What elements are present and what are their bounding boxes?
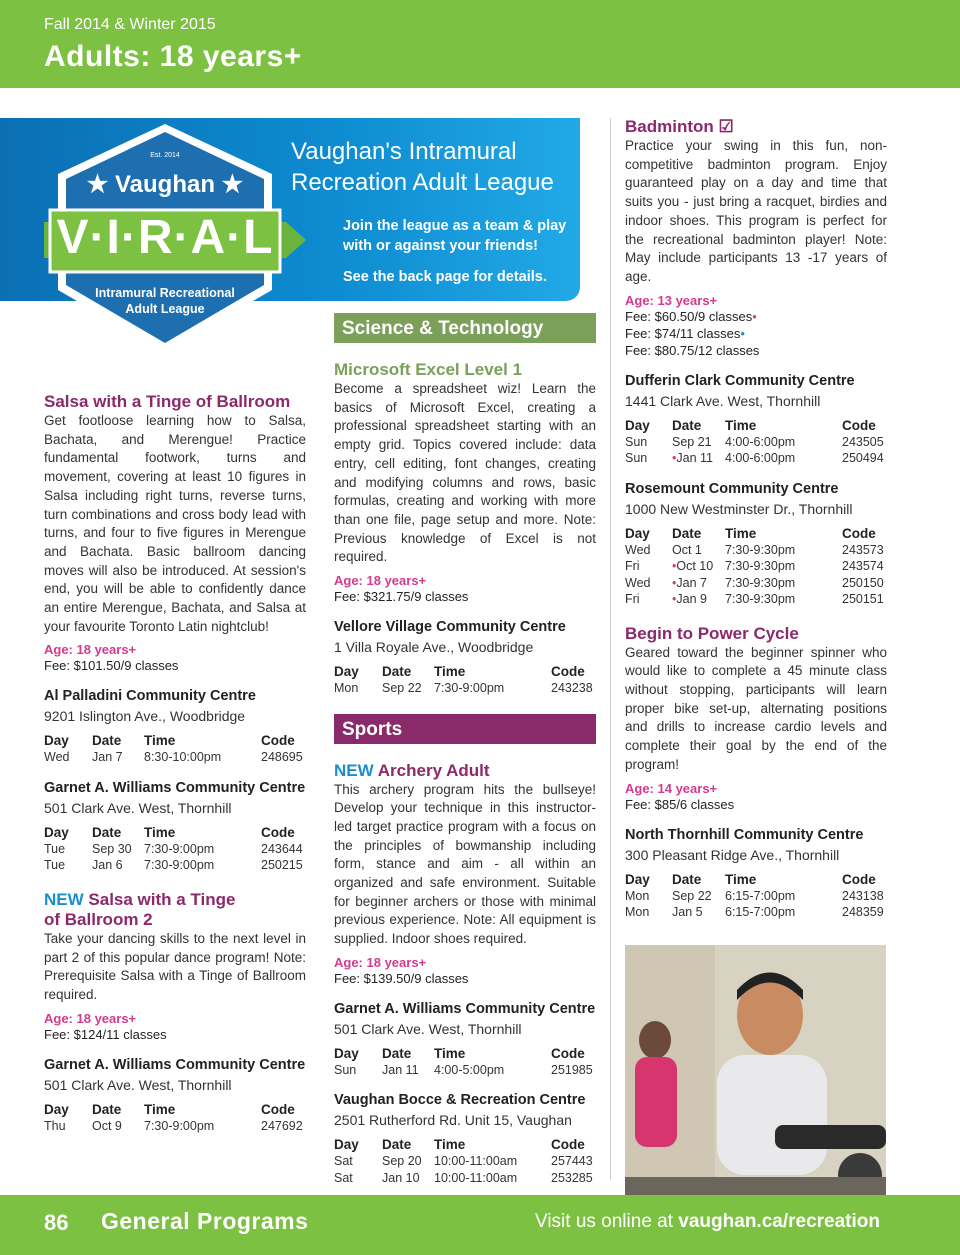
location-name: Vaughan Bocce & Recreation Centre bbox=[334, 1092, 586, 1109]
schedule-table: Day Date Time Code Sun Jan 11 4:00-5:00pm 251985 bbox=[334, 1045, 593, 1077]
new-badge: NEW bbox=[44, 889, 84, 909]
program-description: Practice your swing in this fun, non-competitive badminton program. Enjoy guaranteed play on a day and time that suits you - just bring a racquet, birdies and indoor shoes. This program is perfect for the recreational badminton player! Note: May include participants 13 -17 years of age. bbox=[625, 138, 887, 284]
program-fee: Fee: $80.75/12 classes bbox=[625, 342, 760, 358]
column-2 bbox=[334, 313, 596, 1186]
table-row: Mon Sep 22 7:30-9:00pm 243238 bbox=[334, 681, 593, 696]
schedule-table: Day Date Time Code Sat Sep 20 10:00-11:00am 257443 Sat Jan 10 10:00-11:00am 253285 bbox=[334, 1137, 593, 1185]
program-age: Age: 18 years+ bbox=[334, 954, 427, 970]
table-row: Sat Jan 10 10:00-11:00am 253285 bbox=[334, 1170, 593, 1185]
program-description: Get footloose learning how to Salsa, Bachata, and Merengue! Practice fundamental footwork, turns and movement, covering at least 10 figures in Salsa including right turns, reverse turns, turn combinations and cross body lead with turns, and four to five figures in Merengue and Bachata. Basic ballroom dancing moves will also be introduced. At session's end, you will be able to confidently dance an entire Merengue, Bachata, and Salsa at your favourite Toronto Latin nightclub! bbox=[44, 413, 306, 634]
page-header bbox=[0, 0, 960, 88]
program-description: Geared toward the beginner spinner who would like to complete a 45 minute class without stopping, participants will learn proper bike set-up, alternating positions and drills to increase cardio levels and complete their goal by the end of the program! bbox=[625, 644, 887, 772]
location-address: 501 Clark Ave. West, Thornhill bbox=[334, 1020, 522, 1037]
program-age: Age: 14 years+ bbox=[625, 780, 718, 796]
schedule-table: Day Date Time Code Mon Sep 22 6:15-7:00pm 243138 Mon Jan 5 6:15-7:00pm 248359 bbox=[625, 871, 884, 920]
program-fee: Fee: $74/11 classes• bbox=[625, 325, 745, 341]
section-heading-science: Science & Technology bbox=[334, 313, 596, 343]
schedule-table: Day Date Time Code Sun Sep 21 4:00-6:00pm 243505 Sun •Jan 11 4:00-6:00pm 250494 bbox=[625, 417, 884, 466]
program-title[interactable]: Badminton ☑ bbox=[625, 117, 734, 136]
schedule-table: Day Date Time Code Mon Sep 22 7:30-9:00pm 243238 bbox=[334, 664, 593, 696]
bullet-pink-icon: • bbox=[672, 592, 677, 607]
bullet-pink-icon: • bbox=[672, 451, 677, 466]
logo-viral: V·I·R·A·L bbox=[56, 211, 274, 264]
table-row: Wed Jan 7 8:30-10:00pm 248695 bbox=[44, 750, 303, 765]
location-address: 1000 New Westminster Dr., Thornhill bbox=[625, 500, 853, 517]
cycling-photo bbox=[625, 945, 886, 1195]
table-row: Sun •Jan 11 4:00-6:00pm 250494 bbox=[625, 451, 884, 466]
program-title[interactable]: NEW Archery Adult bbox=[334, 760, 490, 780]
program-description: Become a spreadsheet wiz! Learn the basics of Microsoft Excel, creating a professional spreadsheet starting with an empty grid. Topics covered include: data entry, cell editing, font changes, creating and modifying columns and rows, basic formulas, creating and working with more than one file, page setup and more. Note: Previous knowledge of Excel is not required. bbox=[334, 381, 596, 565]
table-row: Mon Jan 5 6:15-7:00pm 248359 bbox=[625, 905, 884, 920]
location-name: Garnet A. Williams Community Centre bbox=[44, 779, 306, 796]
bullet-pink-icon: • bbox=[752, 308, 757, 324]
program-fee: Fee: $85/6 classes bbox=[625, 796, 735, 812]
season-label: Fall 2014 & Winter 2015 bbox=[44, 16, 216, 33]
bullet-pink-icon: • bbox=[672, 559, 677, 574]
location-name: Al Palladini Community Centre bbox=[44, 688, 256, 705]
page-title: Adults: 18 years+ bbox=[44, 40, 302, 73]
schedule-table: Day Date Time Code Wed Oct 1 7:30-9:30pm 243573 Fri •Oct 10 7:30-9:30pm 243574 Wed •Jan 7 7:30-9:30pm 250150 Fri •Jan 9 7:30-9:30pm 250151 bbox=[625, 525, 884, 607]
program-age: Age: 13 years+ bbox=[625, 292, 718, 308]
program-fee: Fee: $321.75/9 classes bbox=[334, 589, 469, 605]
program-age: Age: 18 years+ bbox=[334, 573, 427, 589]
table-row: Sun Jan 11 4:00-5:00pm 251985 bbox=[334, 1062, 593, 1077]
program-title[interactable]: Microsoft Excel Level 1 bbox=[334, 360, 523, 379]
table-row: Sun Sep 21 4:00-6:00pm 243505 bbox=[625, 434, 884, 449]
banner-title: Vaughan's Intramural Recreation Adult League bbox=[291, 138, 554, 196]
website-link: vaughan.ca/recreation bbox=[678, 1211, 880, 1232]
schedule-table: Day Date Time Code Wed Jan 7 8:30-10:00pm 248695 bbox=[44, 733, 303, 765]
location-address: 501 Clark Ave. West, Thornhill bbox=[44, 1076, 232, 1093]
location-address: 9201 Islington Ave., Woodbridge bbox=[44, 708, 246, 725]
location-address: 1441 Clark Ave. West, Thornhill bbox=[625, 392, 821, 409]
schedule-table: Day Date Time Code Thu Oct 9 7:30-9:00pm 247692 bbox=[44, 1101, 303, 1133]
new-badge: NEW bbox=[334, 760, 374, 780]
page-footer bbox=[0, 1195, 960, 1255]
column-1 bbox=[44, 392, 306, 1134]
program-age: Age: 18 years+ bbox=[44, 1010, 137, 1026]
bullet-pink-icon: • bbox=[672, 575, 677, 590]
table-row: Fri •Jan 9 7:30-9:30pm 250151 bbox=[625, 592, 884, 607]
location-name: Rosemount Community Centre bbox=[625, 480, 839, 497]
table-row: Tue Sep 30 7:30-9:00pm 243644 bbox=[44, 841, 303, 856]
logo-est: Est. 2014 bbox=[150, 152, 180, 159]
program-fee: Fee: $60.50/9 classes• bbox=[625, 308, 757, 324]
check-icon: ☑ bbox=[718, 117, 734, 136]
column-3 bbox=[625, 117, 887, 921]
table-row: Sat Sep 20 10:00-11:00am 257443 bbox=[334, 1154, 593, 1169]
logo-vaughan: ★ Vaughan ★ bbox=[86, 171, 244, 198]
program-description: This archery program hits the bullseye! Develop your technique in this instructor-led target practice program with a focus on the principles of bowmanship including form, stance and aim - all within an organized and safe environment. Suitable for beginner archers or those with minimal previous experience. Note: All equipment is supplied. Indoor shoes required. bbox=[334, 781, 596, 947]
table-row: Wed Oct 1 7:30-9:30pm 243573 bbox=[625, 542, 884, 557]
logo-subtitle: Intramural Recreational Adult League bbox=[95, 286, 235, 316]
location-address: 501 Clark Ave. West, Thornhill bbox=[44, 799, 232, 816]
section-name: General Programs bbox=[101, 1208, 309, 1234]
location-name: Dufferin Clark Community Centre bbox=[625, 372, 855, 389]
cycling-photo-illustration bbox=[625, 945, 886, 1195]
table-row: Tue Jan 6 7:30-9:00pm 250215 bbox=[44, 858, 303, 873]
program-age: Age: 18 years+ bbox=[44, 642, 137, 658]
location-name: Vellore Village Community Centre bbox=[334, 619, 566, 636]
table-row: Fri •Oct 10 7:30-9:30pm 243574 bbox=[625, 559, 884, 574]
location-name: Garnet A. Williams Community Centre bbox=[44, 1056, 306, 1073]
column-divider bbox=[610, 118, 611, 1180]
program-fee: Fee: $139.50/9 classes bbox=[334, 970, 469, 986]
viral-logo bbox=[44, 122, 314, 362]
location-address: 300 Pleasant Ridge Ave., Thornhill bbox=[625, 846, 840, 863]
schedule-table: Day Date Time Code Tue Sep 30 7:30-9:00pm 243644 Tue Jan 6 7:30-9:00pm 250215 bbox=[44, 824, 303, 873]
program-fee: Fee: $124/11 classes bbox=[44, 1026, 167, 1042]
program-fee: Fee: $101.50/9 classes bbox=[44, 658, 179, 674]
program-title[interactable]: Begin to Power Cycle bbox=[625, 623, 799, 643]
program-title[interactable]: NEW Salsa with a Tinge of Ballroom 2 bbox=[44, 889, 236, 929]
location-name: Garnet A. Williams Community Centre bbox=[334, 1000, 596, 1017]
program-description: Take your dancing skills to the next level in part 2 of this popular dance program! Note: Prerequisite Salsa with a Tinge of Ballroom required. bbox=[44, 930, 306, 1003]
banner-line1: Join the league as a team & play with or against your friends! bbox=[343, 218, 567, 254]
table-row: Wed •Jan 7 7:30-9:30pm 250150 bbox=[625, 575, 884, 590]
program-title[interactable]: Salsa with a Tinge of Ballroom bbox=[44, 392, 291, 411]
section-heading-sports: Sports bbox=[334, 714, 596, 744]
location-address: 2501 Rutherford Rd. Unit 15, Vaughan bbox=[334, 1112, 572, 1129]
banner-line2: See the back page for details. bbox=[343, 269, 547, 285]
footer-website[interactable]: Visit us online at vaughan.ca/recreation bbox=[535, 1211, 880, 1232]
table-row: Thu Oct 9 7:30-9:00pm 247692 bbox=[44, 1118, 303, 1133]
bullet-blue-icon: • bbox=[740, 325, 745, 341]
page-number: 86 bbox=[44, 1210, 69, 1235]
location-address: 1 Villa Royale Ave., Woodbridge bbox=[334, 639, 534, 656]
table-row: Mon Sep 22 6:15-7:00pm 243138 bbox=[625, 888, 884, 903]
location-name: North Thornhill Community Centre bbox=[625, 826, 864, 843]
